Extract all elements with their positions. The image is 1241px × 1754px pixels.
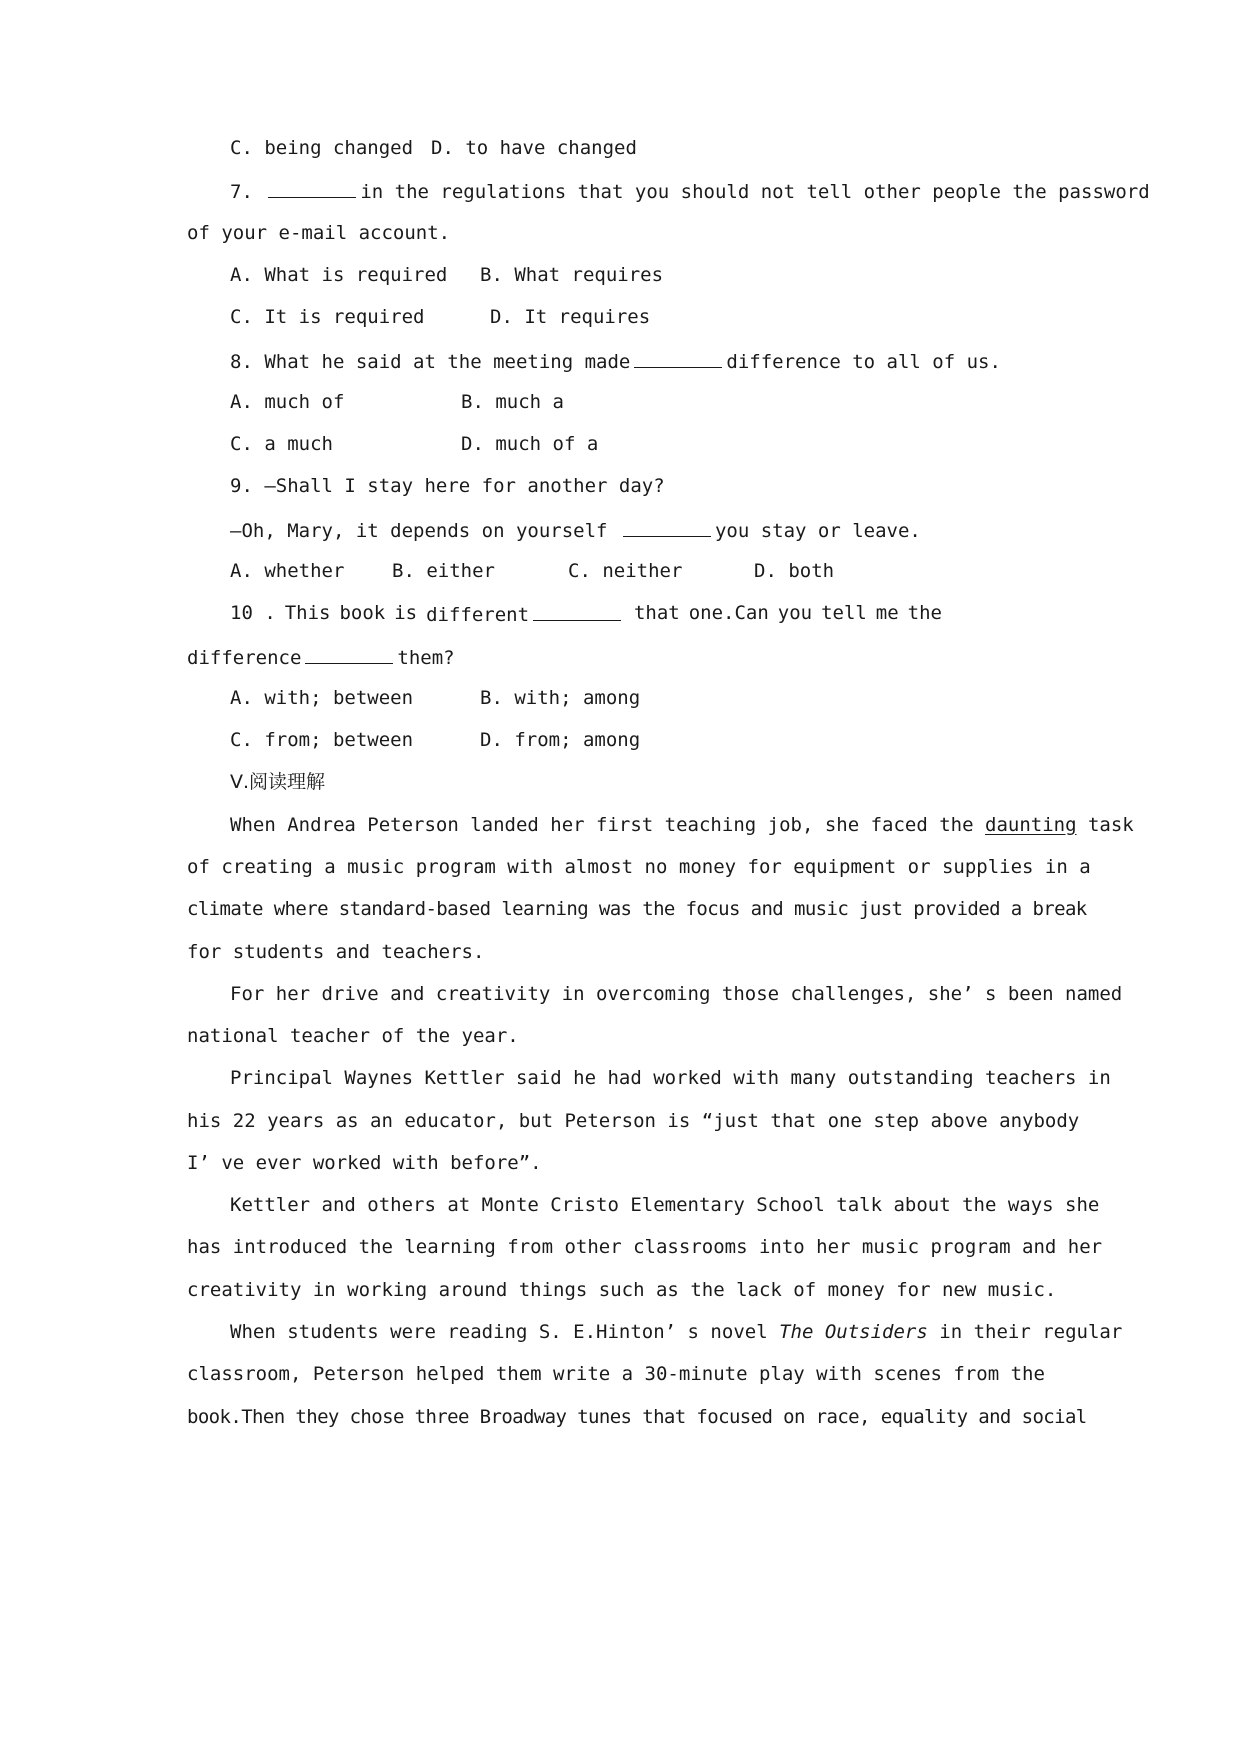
passage-p4-line3: creativity in working around things such as the lack of money for new music. [187,1279,1057,1301]
section-title: Ⅴ.阅读理解 [230,771,326,793]
passage-p5-line1: When students were reading S. E.Hinton’ s novel The Outsiders in their regular [230,1321,1123,1343]
q9-stem: 9. —Shall I stay here for another day? [230,475,665,497]
passage-p4-line1: Kettler and others at Monte Cristo Elementary School talk about the ways she [230,1194,1100,1216]
q6-option-d: D. to have changed [431,137,637,159]
q8-option-a: A. much of [230,391,345,413]
passage-p1-line3: climate where standard-based learning was the focus and music just provided a break [187,898,1087,920]
q7-stem-line2: of your e-mail account. [187,222,451,244]
q8-option-c: C. a much [230,433,333,455]
passage-p3-line3: I’ ve ever worked with before”. [187,1152,542,1174]
passage-p1-line4: for students and teachers. [187,941,485,963]
q9-option-b: B. either [392,560,495,582]
q8-stem: 8. What he said at the meeting made difference to all of us. [230,348,1001,374]
underlined-word: daunting [985,814,1077,836]
q9-option-a: A. whether [230,560,345,582]
q9-option-d: D. both [754,560,835,582]
passage-p3-line2: his 22 years as an educator, but Peterson is “just that one step above anybody [187,1110,1080,1132]
q7-option-b: B. What requires [480,264,664,286]
q8-option-b: B. much a [461,391,564,413]
q8-option-d: D. much of a [461,433,599,455]
q7-option-a: A. What is required [230,264,448,286]
answer-blank [268,178,356,198]
q7-stem-line1: 7. in the regulations that you should not tell other people the password [230,178,1150,204]
passage-p1-line1: When Andrea Peterson landed her first teaching job, she faced the daunting task [230,814,1134,836]
q10-option-b: B. with; among [480,687,641,709]
q9-reply: —Oh, Mary, it depends on yourself you stay or leave. [230,517,921,543]
q9-option-c: C. neither [568,560,683,582]
q6-option-c: C. being changed [230,137,414,159]
q10-option-a: A. with; between [230,687,414,709]
passage-p2-line1: For her drive and creativity in overcoming those challenges, she’ s been named [230,983,1123,1005]
q7-option-c: C. It is required [230,306,425,328]
answer-blank [533,601,621,621]
passage-p5-line2: classroom, Peterson helped them write a 30-minute play with scenes from the [187,1363,1045,1385]
q10-option-c: C. from; between [230,729,414,751]
answer-blank [305,644,393,664]
passage-p3-line1: Principal Waynes Kettler said he had worked with many outstanding teachers in [230,1067,1111,1089]
book-title: The Outsiders [779,1321,928,1343]
passage-p5-line3: book.Then they chose three Broadway tunes that focused on race, equality and social [187,1406,1087,1428]
passage-p2-line2: national teacher of the year. [187,1025,519,1047]
q10-stem-line2: difference them? [187,644,455,670]
passage-p4-line2: has introduced the learning from other classrooms into her music program and her [187,1236,1103,1258]
passage-p1-line2: of creating a music program with almost no money for equipment or supplies in a [187,856,1091,878]
answer-blank [623,517,711,537]
q10-option-d: D. from; among [480,729,641,751]
q7-option-d: D. It requires [490,306,651,328]
q10-stem-line1: 10 . This book is different that one.Can you tell me the [230,602,942,626]
answer-blank [634,348,722,368]
